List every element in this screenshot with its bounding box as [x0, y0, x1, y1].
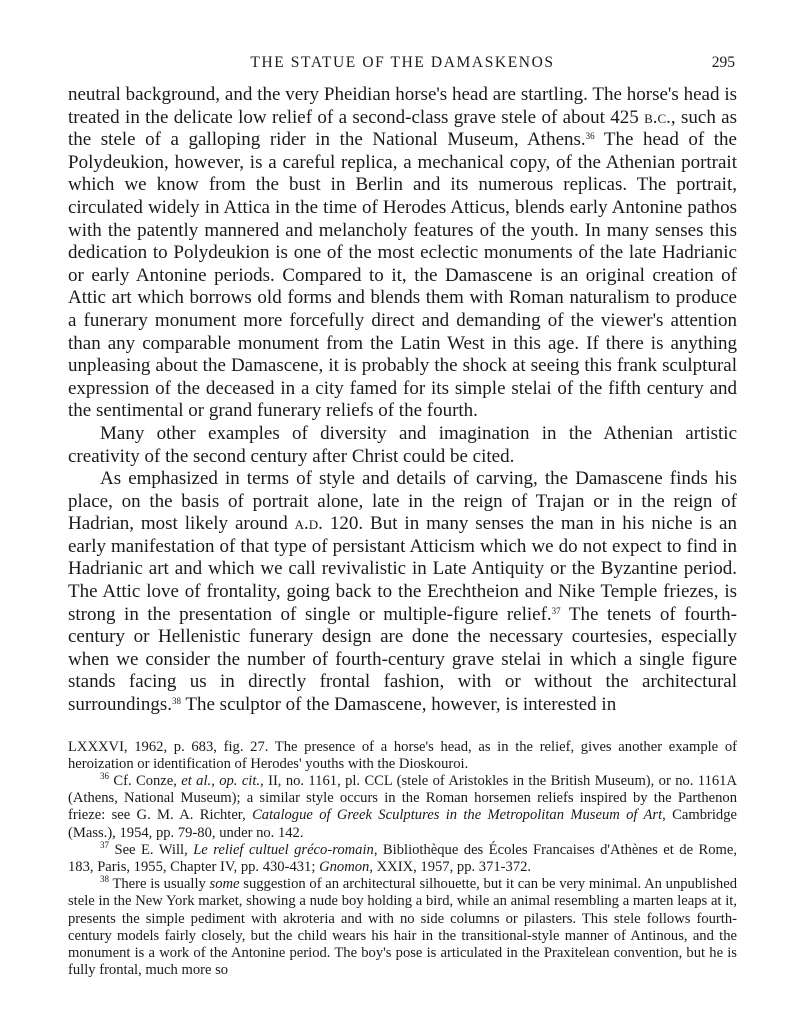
footnote-ref-38[interactable]: 38 — [171, 696, 181, 707]
era-abbreviation: a.d. — [294, 513, 323, 535]
italic-run: et al. — [181, 773, 212, 790]
italic-run: some — [209, 876, 240, 893]
body-text — [68, 84, 737, 717]
footnote-38 — [68, 876, 737, 979]
text-run: 120. But in many senses the man in his niche is an early manifestation of that type of persistant Atticism which we do not expect to find in Hadrianic art and which we call revivalistic in Late Antiquity or the Byzantine period. The Attic love of frontality, going back to the Erechtheion and Nike Temple friezes, is strong in the presentation of single or multiple-figure relief. — [68, 513, 737, 625]
paragraph-2: Many other examples of diversity and imagination in the Athenian artistic creativity of the second century after Christ could be cited. — [68, 422, 737, 467]
footnote-ref-37[interactable]: 37 — [551, 605, 561, 616]
italic-run: Gnomon — [319, 859, 370, 876]
page-header — [68, 54, 737, 84]
footnote-number: 36 — [100, 771, 109, 782]
era-abbreviation: b.c. — [644, 106, 671, 128]
text-run: , Cambridge (Mass.), 1954, pp. 79-80, under no. 142. — [68, 807, 737, 841]
paragraph-3 — [68, 468, 737, 717]
footnote-36 — [68, 773, 737, 842]
footnote-37 — [68, 839, 738, 876]
footnote-number: 38 — [100, 874, 109, 885]
text-run: As emphasized in terms of style and details of carving, the Damascene finds his place, on the basis of portrait alone, late in the reign of Trajan or in the reign of Hadrian, most likely around — [68, 468, 737, 535]
text-run: , Bibliothèque des Écoles Francaises d'Athènes et de Rome, 183, Paris, 1955, Chapter IV, pp. 430-431; — [68, 841, 738, 876]
paragraph-1 — [68, 84, 737, 423]
footnotes — [68, 739, 737, 980]
footnote-number: 37 — [100, 839, 109, 850]
text-run: There is usually — [109, 876, 210, 893]
text-run: neutral background, and the very Pheidian horse's head are startling. The horse's head is treated in the delicate low relief of a second-class grave stele of about 425 — [68, 84, 737, 128]
text-run: See E. Will, — [109, 841, 194, 858]
text-run: , XXIX, 1957, pp. 371-372. — [369, 859, 532, 876]
page-number: 295 — [711, 54, 735, 71]
footnote-continuation: LXXXVI, 1962, p. 683, fig. 27. The presence of a horse's head, as in the relief, gives another example of heroization or identification of Herodes' youths with the Dioskouroi. — [68, 738, 737, 772]
text-run: , — [211, 773, 220, 790]
text-run: The head of the Polydeukion, however, is a careful replica, a mechanical copy, of the Athenian portrait which we know from the bust in Berlin and its numerous replicas. The portrait, circulated widely in Attica in the time of Herodes Atticus, blends early Antonine pathos with the patently mannered and melancholy features of the youth. In many senses this dedication to Polydeukion is one of the most eclectic monuments of the late Hadrianic or early Antonine periods. Compared to it, the Damascene is an original creation of Attic art which borrows old forms and blends them with Roman naturalism to produce a funerary monument more forcefully direct and demanding of the viewer's attention than any comparable monument from the Latin West in this age. If there is anything unpleasing about the Damascene, it is probably the shock at seeing this frank sculptural expression of the deceased in a city famed for its simple stelai of the fifth century and the sentimental or grand funerary reliefs of the fourth. — [68, 129, 737, 422]
footnote-ref-36[interactable]: 36 — [585, 131, 595, 142]
italic-run: op. cit. — [219, 773, 261, 790]
text-run: , II, no. 1161, pl. CCL (stele of Aristokles in the British Museum), or no. 1161A (Athens, National Museum); a similar style occurs in the Roman horsemen reliefs inspired by the Parthenon frieze: see G. M. A. Richter, — [68, 773, 737, 824]
italic-run: Catalogue of Greek Sculptures in the Metropolitan Museum of Art — [252, 807, 663, 824]
text-run: suggestion of an architectural silhouette, but it can be very minimal. An unpublished stele in the New York market, showing a nude boy holding a bird, while an animal resembling a marten leaps at it, presents the simple pediment with akroteria and with no side columns or pilasters. This stele follows fourth-century models fairly closely, but the child wears his hair in the transitional-style manner of Antinous, and the monument is a work of the Antonine period. The boy's pose is articulated in the Praxitelean convention, but he is fully frontal, much more so — [68, 876, 737, 979]
text-run: Cf. Conze, — [109, 773, 182, 790]
text-run: The tenets of fourth-century or Hellenistic funerary design are done the necessary courtesies, especially when we consider the number of fourth-century grave stelai in which a single figure stands facing us in directly frontal fashion, with or without the architectural surroundings. — [68, 603, 737, 716]
text-run: The sculptor of the Damascene, however, is interested in — [180, 694, 617, 716]
running-title: THE STATUE OF THE DAMASKENOS — [250, 54, 555, 71]
text-run: , such as the stele of a galloping rider in the National Museum, Athens. — [68, 106, 738, 151]
italic-run: Le relief cultuel gréco-romain — [193, 841, 374, 858]
